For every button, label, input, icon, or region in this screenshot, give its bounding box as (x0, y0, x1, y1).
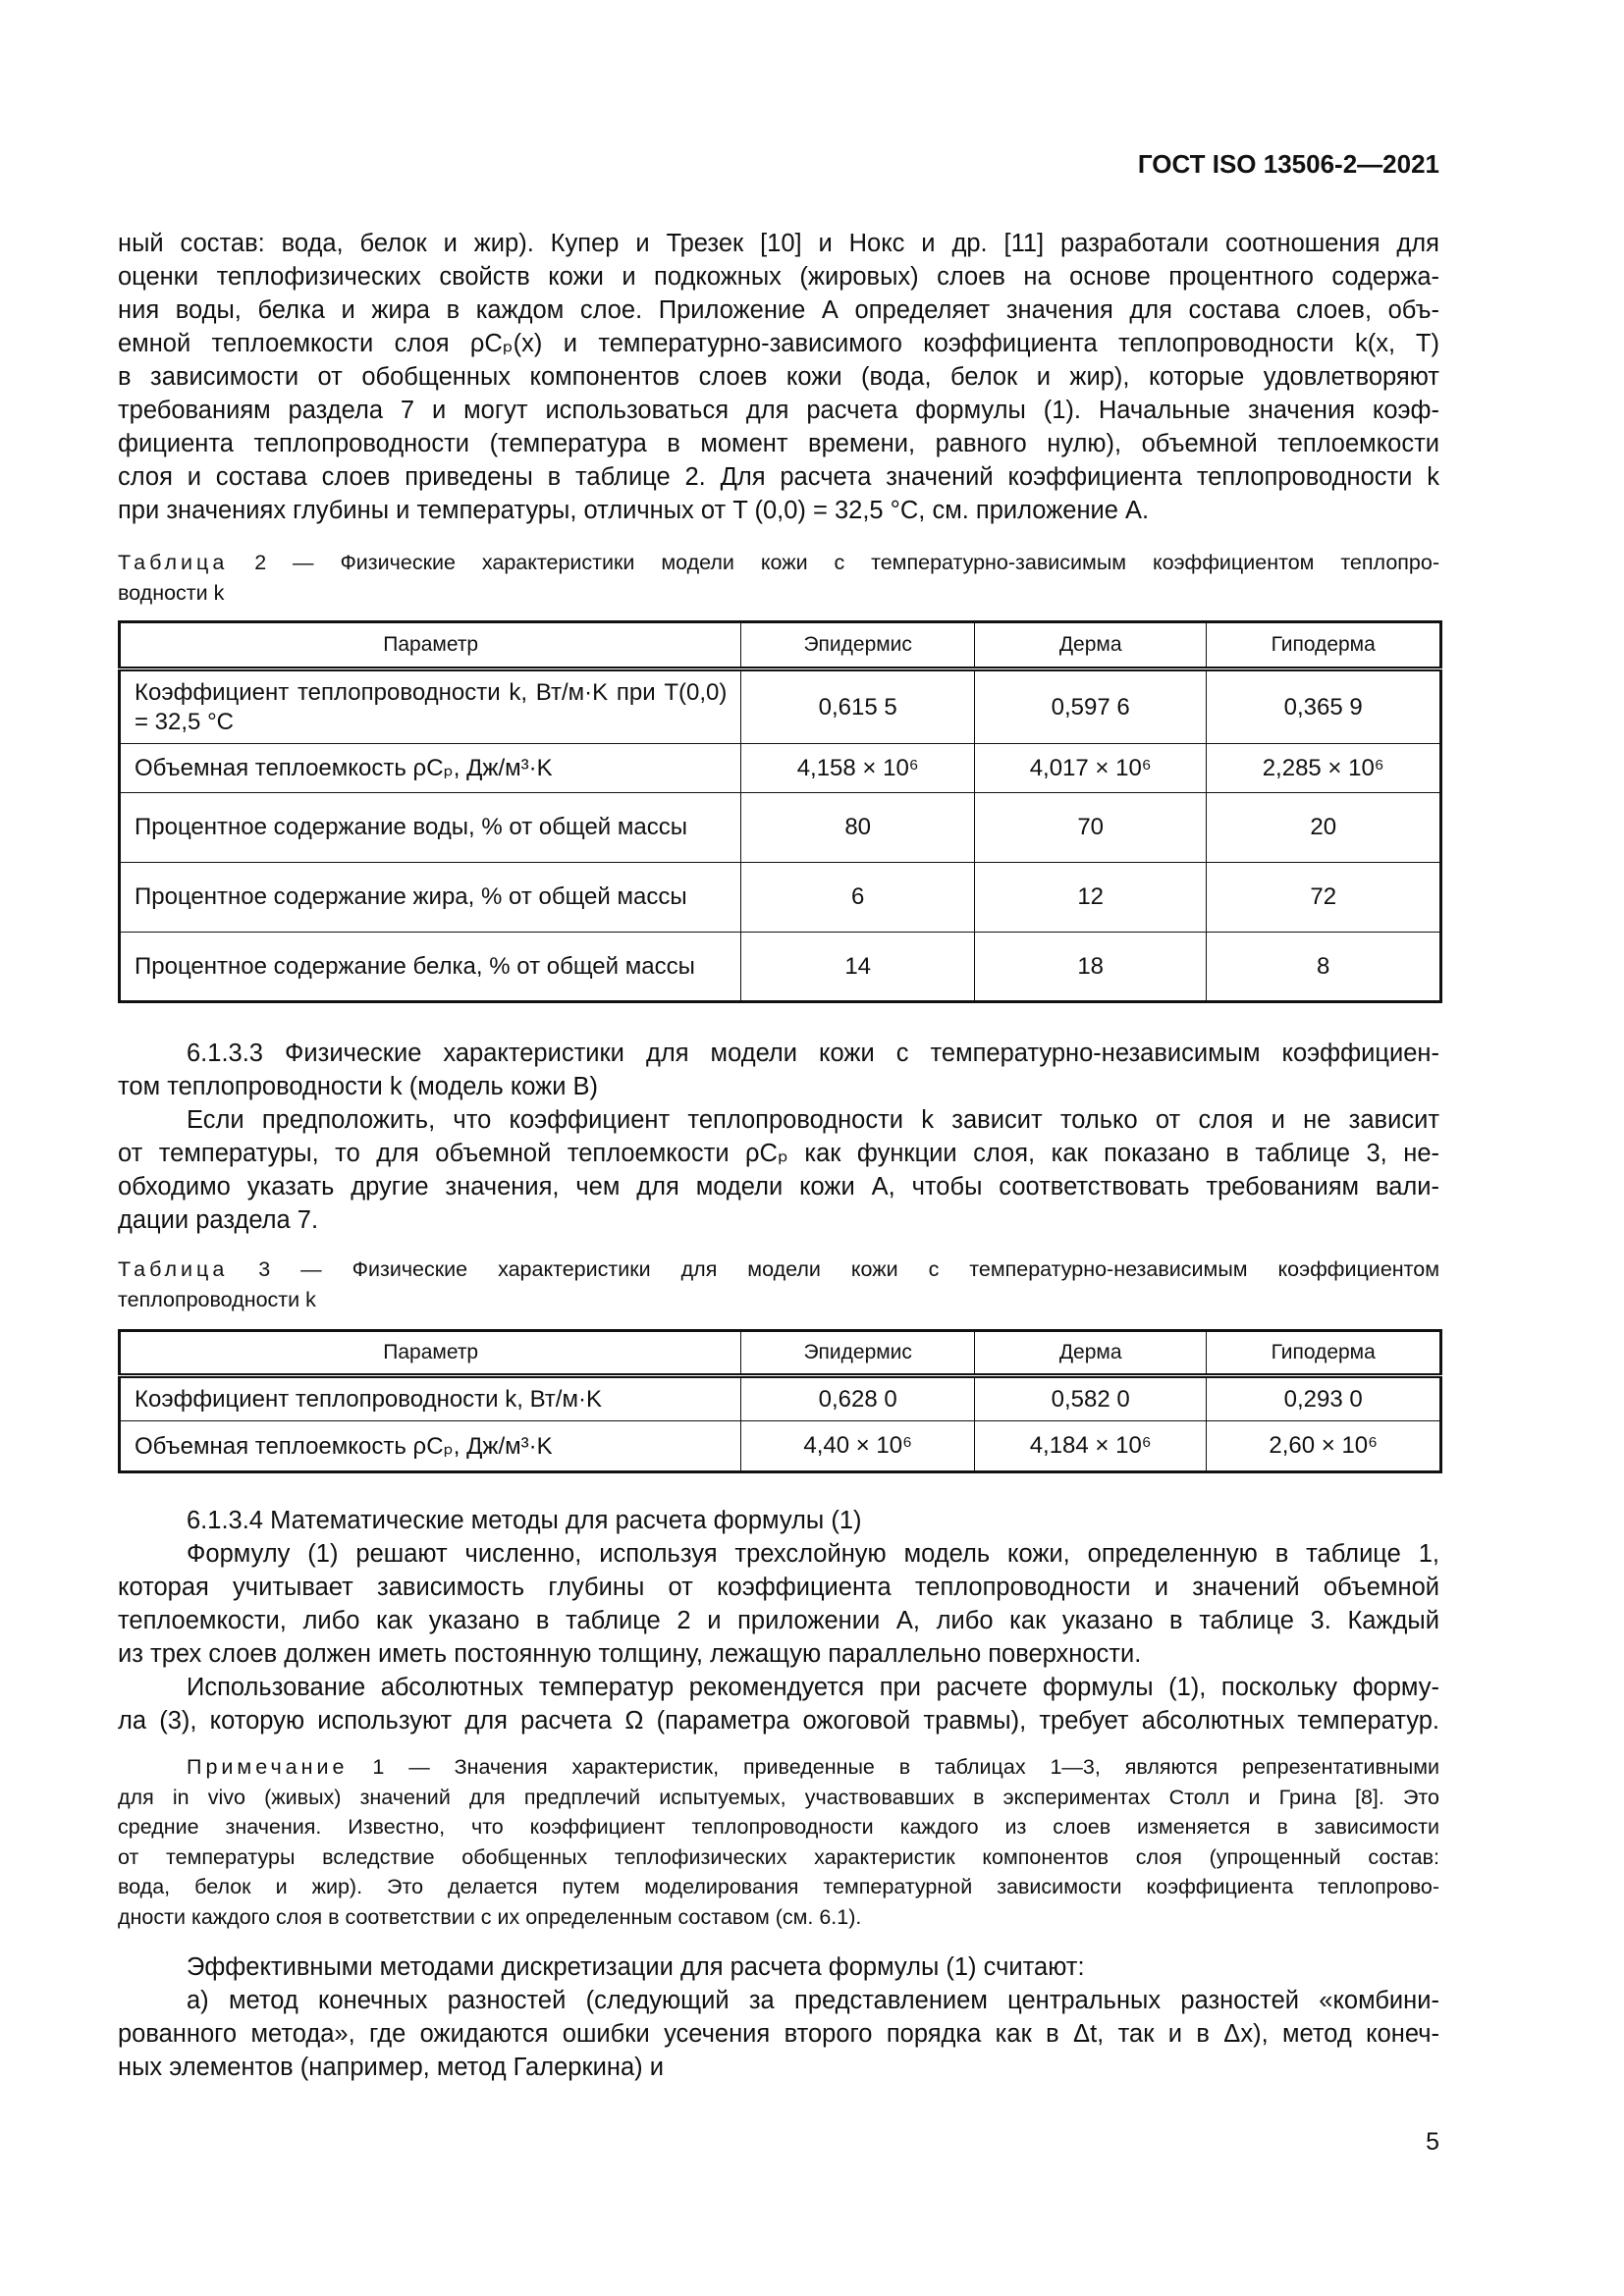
text-line: ных элементов (например, метод Галеркина) и (118, 2054, 664, 2081)
text-line: Эффективными методами дискретизации для расчета формулы (1) считают: (187, 1953, 1085, 1981)
page-number: 5 (1426, 2128, 1439, 2156)
table-2 (118, 620, 1442, 1003)
table-3 (118, 1329, 1442, 1473)
text-line: при значениях глубины и температуры, отличных от T (0,0) = 32,5 °С, см. приложение А. (118, 497, 1150, 524)
value-cell: 0,615 5 (741, 669, 975, 744)
value-cell: 12 (974, 863, 1206, 933)
table-header-row (120, 622, 1441, 669)
param-cell: Коэффициент теплопроводности k, Вт/м·K при T(0,0) = 32,5 °С (120, 669, 741, 744)
text-line: слоя и состава слоев приведены в таблице 2. Для расчета значений коэффициента теплопроводности k (118, 463, 1439, 491)
text-line: дации раздела 7. (118, 1206, 319, 1234)
text-line: фициента теплопроводности (температура в момент времени, равного нулю), объемной теплоемкости (118, 430, 1439, 457)
table-row (120, 669, 1441, 744)
caption-label: Таблица (118, 1257, 229, 1281)
note-text: вода, белок и жир). Это делается путем моделирования температурной зависимости коэффициента теплопрово- (118, 1875, 1439, 1898)
note-text: дности каждого слоя в соответствии с их определенным составом (см. 6.1). (118, 1904, 862, 1929)
value-cell: 0,628 0 (741, 1376, 975, 1421)
param-cell: Процентное содержание воды, % от общей массы (120, 793, 741, 863)
section-6-1-3-4 (118, 1504, 1439, 1737)
header-cell: Эпидермис (741, 622, 975, 669)
text-line: которая учитывает зависимость глубины от коэффициента теплопроводности и значений объемной (118, 1574, 1439, 1601)
note-text: средние значения. Известно, что коэффициент теплопроводности каждого из слоев изменяется в зависимости (118, 1815, 1439, 1839)
section-heading: том теплопроводности k (модель кожи В) (118, 1073, 599, 1100)
table-row (120, 793, 1441, 863)
value-cell: 0,293 0 (1207, 1376, 1441, 1421)
table-row (120, 1421, 1441, 1472)
value-cell: 0,365 9 (1207, 669, 1441, 744)
section-heading: 6.1.3.4 Математические методы для расчета формулы (1) (187, 1507, 862, 1534)
table-row (120, 933, 1441, 1002)
value-cell: 80 (741, 793, 975, 863)
header-cell: Дерма (974, 622, 1206, 669)
caption-text: 2 — Физические характеристики модели кожи с температурно-зависимым коэффициентом теплопро- (228, 551, 1439, 574)
caption-text: теплопроводности k (118, 1287, 316, 1311)
note-1 (118, 1752, 1439, 1932)
value-cell: 6 (741, 863, 975, 933)
value-cell: 4,40 × 10⁶ (741, 1421, 975, 1472)
note-text: 1 — Значения характеристик, приведенные в таблицах 1—3, являются репрезентативными (348, 1755, 1439, 1779)
text-line: оценки теплофизических свойств кожи и подкожных (жировых) слоев на основе процентного содержа- (118, 263, 1439, 291)
note-label: Примечание (187, 1755, 349, 1779)
text-line: ния воды, белка и жира в каждом слое. Приложение А определяет значения для состава слоев, объ- (118, 296, 1439, 324)
value-cell: 2,60 × 10⁶ (1207, 1421, 1441, 1472)
value-cell: 2,285 × 10⁶ (1207, 744, 1441, 793)
caption-label: Таблица (118, 551, 229, 574)
table-row (120, 863, 1441, 933)
param-cell: Процентное содержание жира, % от общей массы (120, 863, 741, 933)
value-cell: 72 (1207, 863, 1441, 933)
text-line: теплоемкости, либо как указано в таблице 2 и приложении А, либо как указано в таблице 3. Каждый (118, 1607, 1439, 1634)
param-cell: Коэффициент теплопроводности k, Вт/м·K (120, 1376, 741, 1421)
text-line: от температуры, то для объемной теплоемкости ρCₚ как функции слоя, как показано в таблице 3, не- (118, 1140, 1439, 1167)
text-line: емной теплоемкости слоя ρCₚ(x) и температурно-зависимого коэффициента теплопроводности k(x, T) (118, 330, 1439, 357)
text-line: ла (3), которую используют для расчета Ω (параметра ожоговой травмы), требует абсолютных температур. (118, 1707, 1439, 1735)
table2-caption (118, 548, 1439, 608)
param-cell: Процентное содержание белка, % от общей массы (120, 933, 741, 1002)
table-row (120, 1376, 1441, 1421)
value-cell: 18 (974, 933, 1206, 1002)
text-line: из трех слоев должен иметь постоянную толщину, лежащую параллельно поверхности. (118, 1640, 1142, 1668)
table3-caption (118, 1255, 1439, 1314)
value-cell: 4,158 × 10⁶ (741, 744, 975, 793)
param-cell: Объемная теплоемкость ρCₚ, Дж/м³·K (120, 744, 741, 793)
value-cell: 8 (1207, 933, 1441, 1002)
value-cell: 70 (974, 793, 1206, 863)
note-text: для in vivo (живых) значений для предплечий испытуемых, участвовавших в экспериментах Столл и Грина [8]. Это (118, 1785, 1439, 1809)
table-header-row (120, 1331, 1441, 1376)
section-heading: 6.1.3.3 Физические характеристики для модели кожи с температурно-независимым коэффициен- (187, 1040, 1439, 1067)
text-line: требованиям раздела 7 и могут использоваться для расчета формулы (1). Начальные значения коэф- (118, 397, 1439, 424)
paragraph-composition (118, 227, 1439, 527)
text-line: ный состав: вода, белок и жир). Купер и Трезек [10] и Нокс и др. [11] разработали соотношения для (118, 230, 1439, 257)
discretization-methods (118, 1950, 1439, 2084)
header-cell: Дерма (974, 1331, 1206, 1376)
text-line: рованного метода», где ожидаются ошибки усечения второго порядка как в Δt, так и в Δx), метод конеч- (118, 2020, 1439, 2048)
text-line: Если предположить, что коэффициент теплопроводности k зависит только от слоя и не зависит (187, 1106, 1439, 1134)
value-cell: 4,017 × 10⁶ (974, 744, 1206, 793)
list-item: а) метод конечных разностей (следующий за представлением центральных разностей «комбини- (187, 1987, 1439, 2014)
caption-text: 3 — Физические характеристики для модели кожи с температурно-независимым коэффициентом (228, 1257, 1439, 1281)
header-cell: Параметр (120, 1331, 741, 1376)
value-cell: 0,597 6 (974, 669, 1206, 744)
text-line: Формулу (1) решают численно, используя трехслойную модель кожи, определенную в таблице 1, (187, 1540, 1439, 1568)
value-cell: 20 (1207, 793, 1441, 863)
section-6-1-3-3 (118, 1037, 1439, 1237)
text-line: в зависимости от обобщенных компонентов слоев кожи (вода, белок и жир), которые удовлетворяют (118, 363, 1439, 391)
document-id: ГОСТ ISO 13506-2—2021 (1137, 149, 1439, 179)
value-cell: 0,582 0 (974, 1376, 1206, 1421)
header-cell: Гиподерма (1207, 622, 1441, 669)
caption-text: водности k (118, 580, 225, 605)
header-cell: Гиподерма (1207, 1331, 1441, 1376)
text-line: Использование абсолютных температур рекомендуется при расчете формулы (1), поскольку форму- (187, 1674, 1439, 1701)
text-line: обходимо указать другие значения, чем для модели кожи А, чтобы соответствовать требованиям вали- (118, 1173, 1439, 1201)
value-cell: 14 (741, 933, 975, 1002)
table-row (120, 744, 1441, 793)
param-cell: Объемная теплоемкость ρCₚ, Дж/м³·K (120, 1421, 741, 1472)
header-cell: Эпидермис (741, 1331, 975, 1376)
value-cell: 4,184 × 10⁶ (974, 1421, 1206, 1472)
header-cell: Параметр (120, 622, 741, 669)
note-text: от температуры вследствие обобщенных теплофизических характеристик компонентов слоя (упрощенный состав: (118, 1844, 1439, 1869)
